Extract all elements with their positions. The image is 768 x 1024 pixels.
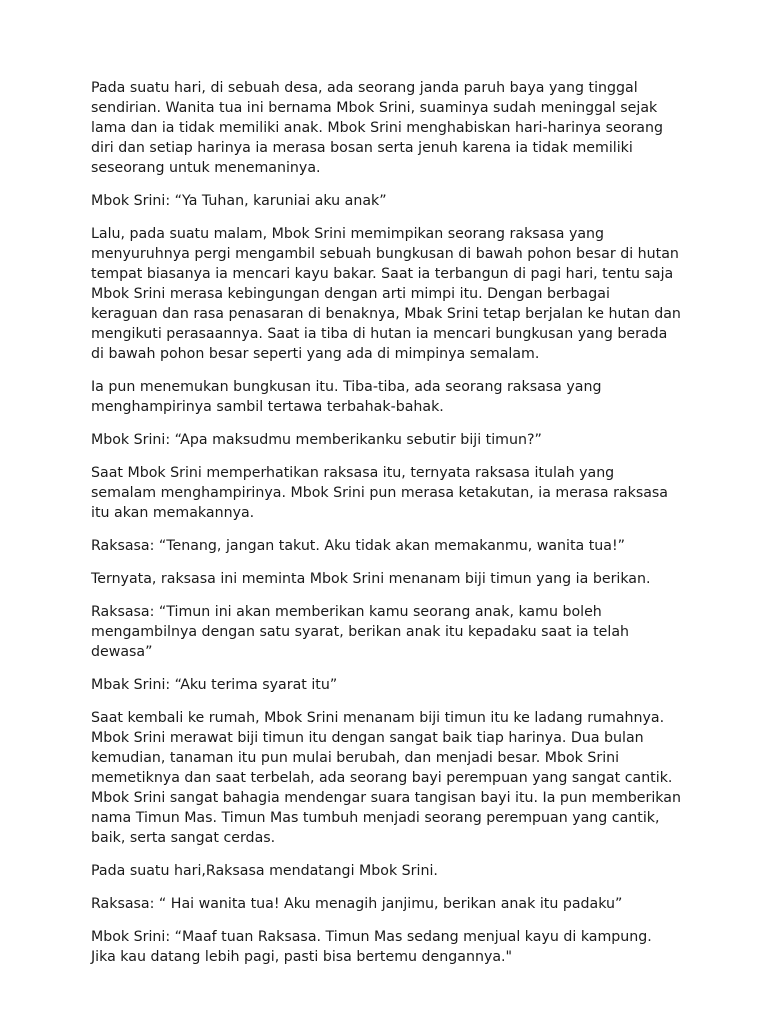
paragraph-request: Ternyata, raksasa ini meminta Mbok Srini menanam biji timun yang ia berikan. (91, 571, 651, 587)
paragraph-birth: Saat kembali ke rumah, Mbok Srini menanam biji timun itu ke ladang rumahnya. Mbok Srini merawat biji timun itu dengan sangat baik tiap harinya. Dua bulan kemudian, tanaman itu pun mulai berubah, dan menjadi besar. Mbok Srini memetiknya dan saat terbelah, ada seorang bayi perempuan yang sangat cantik. Mbok Srini sangat bahagia mendengar suara tangisan bayi itu. Ia pun memberikan nama Timun Mas. Timun Mas tumbuh menjadi seorang perempuan yang cantik, baik, serta sangat cerdas. (91, 710, 681, 846)
paragraph-intro: Pada suatu hari, di sebuah desa, ada seorang janda paruh baya yang tinggal sendirian. Wanita tua ini bernama Mbok Srini, suaminya sudah meninggal sejak lama dan ia tidak memiliki anak. Mbok Srini menghabiskan hari-harinya seorang diri dan setiap harinya ia merasa bosan serta jenuh karena ia tidak memiliki seseorang untuk menemaninya. (91, 80, 663, 176)
paragraph-dialogue-excuse: Mbok Srini: “Maaf tuan Raksasa. Timun Mas sedang menjual kayu di kampung. Jika kau datang lebih pagi, pasti bisa bertemu dengannya." (91, 929, 652, 965)
paragraph-dialogue-prayer: Mbok Srini: “Ya Tuhan, karuniai aku anak” (91, 193, 387, 209)
paragraph-dialogue-accept: Mbak Srini: “Aku terima syarat itu” (91, 677, 338, 693)
paragraph-dialogue-demand: Raksasa: “ Hai wanita tua! Aku menagih janjimu, berikan anak itu padaku” (91, 896, 623, 912)
paragraph-fear: Saat Mbok Srini memperhatikan raksasa itu, ternyata raksasa itulah yang semalam menghampirinya. Mbok Srini pun merasa ketakutan, ia merasa raksasa itu akan memakannya. (91, 465, 668, 521)
paragraph-dream: Lalu, pada suatu malam, Mbok Srini memimpikan seorang raksasa yang menyuruhnya pergi mengambil sebuah bungkusan di bawah pohon besar di hutan tempat biasanya ia mencari kayu bakar. Saat ia terbangun di pagi hari, tentu saja Mbok Srini merasa kebingungan dengan arti mimpi itu. Dengan berbagai keraguan dan rasa penasaran di benaknya, Mbak Srini tetap berjalan ke hutan dan mengikuti perasaannya. Saat ia tiba di hutan ia mencari bungkusan yang berada di bawah pohon besar seperti yang ada di mimpinya semalam. (91, 226, 681, 362)
paragraph-visit: Pada suatu hari,Raksasa mendatangi Mbok Srini. (91, 863, 438, 879)
paragraph-dialogue-reassure: Raksasa: “Tenang, jangan takut. Aku tidak akan memakanmu, wanita tua!” (91, 538, 625, 554)
paragraph-dialogue-condition: Raksasa: “Timun ini akan memberikan kamu seorang anak, kamu boleh mengambilnya dengan satu syarat, berikan anak itu kepadaku saat ia telah dewasa” (91, 604, 630, 660)
paragraph-dialogue-question: Mbok Srini: “Apa maksudmu memberikanku sebutir biji timun?” (91, 432, 542, 448)
document-body (91, 78, 681, 980)
paragraph-found-bundle: Ia pun menemukan bungkusan itu. Tiba-tiba, ada seorang raksasa yang menghampirinya sambil tertawa terbahak-bahak. (91, 379, 602, 415)
